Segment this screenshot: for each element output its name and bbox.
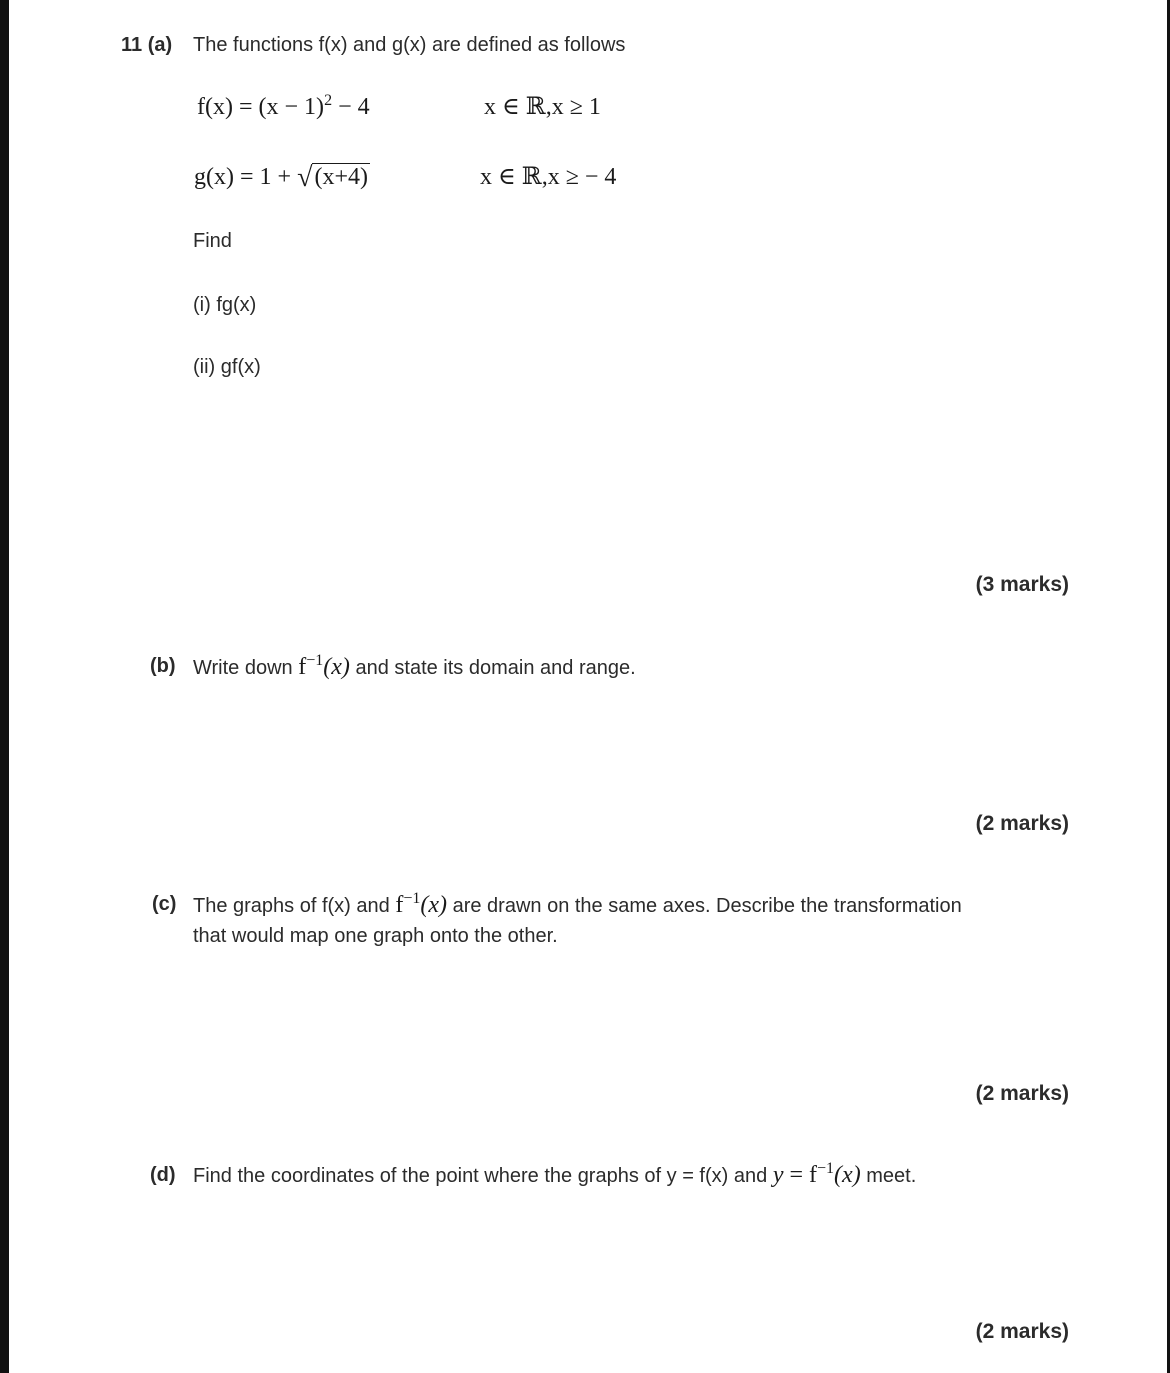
f-eq: = [238,94,253,120]
inv-base: f [298,654,307,680]
inv-exp: −1 [306,652,324,669]
g-sqrt [297,160,370,192]
inv-arg: (x) [420,892,448,918]
part-b-label: (b) [150,655,176,677]
part-c-pre: The graphs of f(x) and [193,895,390,917]
part-d-y1: y = f(x) [666,1165,729,1187]
f-definition [197,92,370,121]
inv-arg: (x) [323,654,350,680]
f-expr-base: (x − 1) [258,94,325,120]
f-expr-exp: 2 [324,92,333,109]
part-d-inverse-eq [773,1162,861,1188]
part-a-i-text: fg(x) [216,294,257,316]
inv-exp: −1 [403,890,421,907]
part-d-post: meet. [866,1165,917,1187]
part-c-inverse [395,892,447,918]
inv-base: f [395,892,404,918]
question-number: 11 [121,34,143,56]
part-a-marks: (3 marks) [975,573,1069,596]
sqrt-radical: √ [297,162,313,193]
part-c-marks: (2 marks) [975,1082,1069,1105]
g-definition [194,160,370,192]
eq-symbol: = [789,1162,804,1188]
question-11a-header [121,34,172,57]
part-a-i-label: (i) [193,294,211,316]
part-a-ii [193,356,261,379]
part-b-pre: Write down [193,657,293,679]
part-c-line2: that would map one graph onto the other. [193,925,558,947]
inv-arg: (x) [834,1162,861,1188]
part-d-marks: (2 marks) [975,1320,1069,1343]
y-symbol: y [772,1162,784,1188]
part-d-text [193,1160,916,1189]
part-b-post: and state its domain and range. [355,657,636,679]
f-lhs: f(x) [197,94,233,120]
f-domain: x ∈ ℝ,x ≥ 1 [484,94,601,120]
part-a-i [193,294,256,317]
part-a-ii-label: (ii) [193,356,216,378]
inv-exp: −1 [817,1160,835,1177]
g-lhs: g(x) [194,164,234,190]
f-expr-rest: − 4 [338,94,370,120]
part-c-label: (c) [152,893,177,915]
part-c-line1 [193,890,962,919]
part-a-label: (a) [147,34,173,56]
part-a-ii-text: gf(x) [220,356,261,378]
g-radicand: (x+4) [314,164,368,190]
part-d-pre: Find the coordinates of the point where the graphs of [193,1165,662,1187]
left-page-edge [0,0,9,1373]
part-c-post: are drawn on the same axes. Describe the transformation [452,895,962,917]
part-b-marks: (2 marks) [975,812,1069,835]
part-a-intro: The functions f(x) and g(x) are defined as follows [193,34,626,56]
part-b-text [193,652,636,681]
g-eq: = [239,164,254,190]
part-d-and: and [733,1165,768,1187]
g-domain: x ∈ ℝ,x ≥ − 4 [480,164,617,190]
g-expr-pre: 1 + [259,164,292,190]
inv-base: f [809,1162,818,1188]
part-b-inverse [298,654,350,680]
part-d-label: (d) [150,1164,176,1186]
find-label: Find [193,230,232,252]
